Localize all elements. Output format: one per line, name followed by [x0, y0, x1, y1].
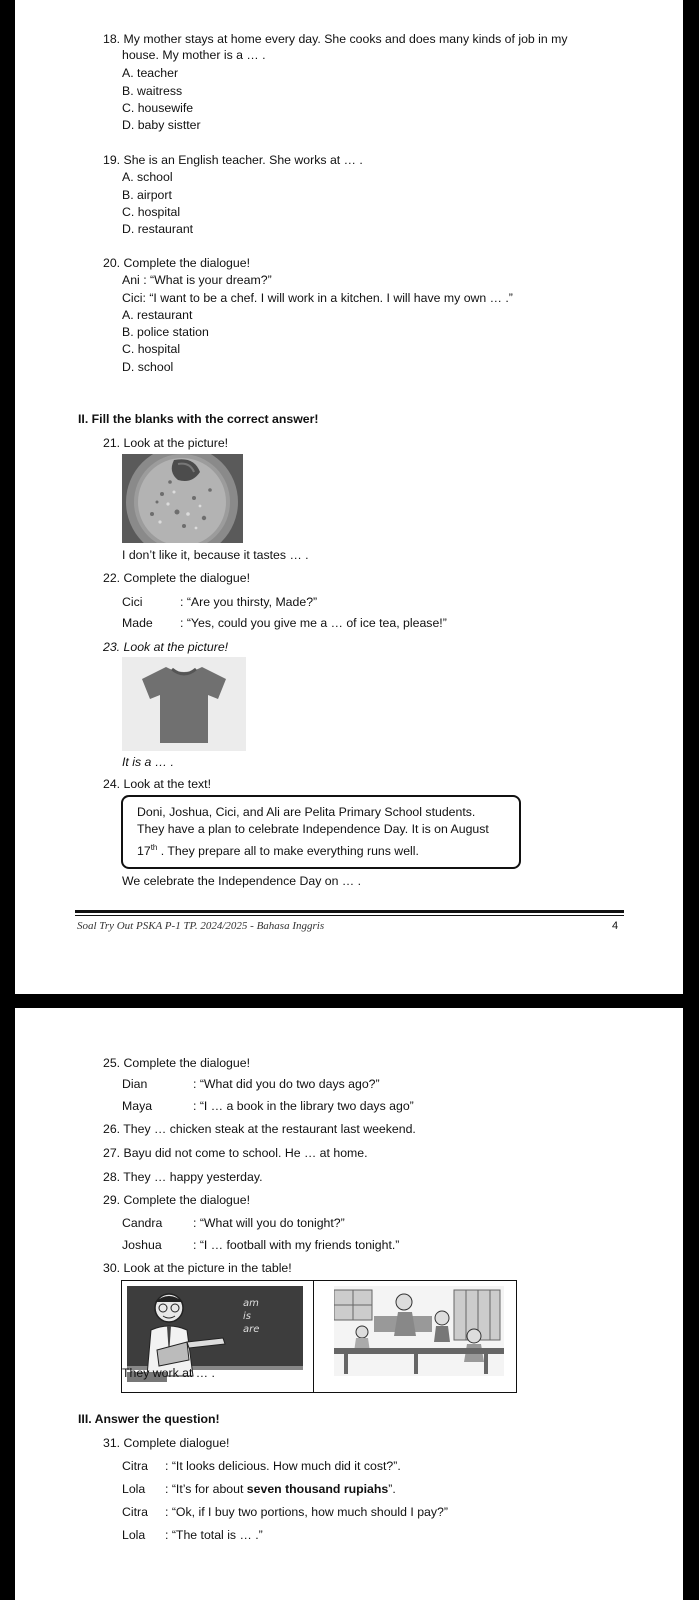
q31-stem: 31. Complete dialogue!	[103, 1436, 230, 1450]
q20-stem: 20. Complete the dialogue!	[103, 256, 250, 270]
q31-speaker2: Lola	[122, 1482, 146, 1496]
page-4	[15, 0, 683, 994]
q18-stem-line2: house. My mother is a … .	[122, 48, 266, 62]
q21-bowl-picture	[122, 454, 243, 543]
footer-rule-thick	[75, 910, 624, 913]
q22-stem: 22. Complete the dialogue!	[103, 571, 250, 585]
q19-option-d: D. restaurant	[122, 222, 194, 236]
q27: 27. Bayu did not come to school. He … at home.	[103, 1146, 368, 1160]
tshirt-image	[122, 657, 246, 751]
q18-option-a: A. teacher	[122, 66, 179, 80]
q31-line2: : “It’s for about seven thousand rupiahs”.	[165, 1482, 396, 1496]
q20-dialogue-line2: Cici: “I want to be a chef. I will work in a kitchen. I will have my own … .”	[122, 291, 513, 305]
q21-sentence: I don’t like it, because it tastes … .	[122, 548, 309, 562]
q21-stem: 21. Look at the picture!	[103, 436, 229, 450]
table-divider	[313, 1281, 314, 1392]
q25-stem: 25. Complete the dialogue!	[103, 1056, 250, 1070]
q22-speaker1: Cici	[122, 595, 143, 609]
q18-option-d: D. baby sistter	[122, 118, 201, 132]
q29-line1: : “What will you do tonight?”	[193, 1216, 345, 1230]
q29-speaker1: Candra	[122, 1216, 163, 1230]
page-5	[15, 1008, 683, 1600]
q31-line4: : “The total is … .”	[165, 1528, 263, 1542]
q23-tshirt-picture	[122, 657, 246, 751]
q19-option-a: A. school	[122, 170, 173, 184]
q24-box-line1: Doni, Joshua, Cici, and Ali are Pelita Primary School students.	[137, 805, 476, 819]
q20-dialogue-line1: Ani : “What is your dream?”	[122, 273, 272, 287]
q29-stem: 29. Complete the dialogue!	[103, 1193, 250, 1207]
q24-box-line2: They have a plan to celebrate Independence Day. It is on August	[137, 822, 489, 836]
q29-speaker2: Joshua	[122, 1238, 162, 1252]
section-3-heading: III. Answer the question!	[78, 1412, 220, 1426]
board-word-is: is	[243, 1311, 251, 1322]
footer-rule-thin	[75, 915, 624, 916]
q29-line2: : “I … football with my friends tonight.”	[193, 1238, 400, 1252]
q24-box-line3: 17th . They prepare all to make everything runs well.	[137, 843, 419, 859]
q22-speaker2: Made	[122, 616, 153, 630]
q31-line1: : “It looks delicious. How much did it cost?”.	[165, 1459, 401, 1473]
q31-speaker1: Citra	[122, 1459, 148, 1473]
q18-option-b: B. waitress	[122, 84, 183, 98]
q25-line1: : “What did you do two days ago?”	[193, 1077, 380, 1091]
q26: 26. They … chicken steak at the restaurant last weekend.	[103, 1122, 416, 1136]
board-word-am: am	[243, 1298, 259, 1309]
q25-line2: : “I … a book in the library two days ago”	[193, 1099, 414, 1113]
q25-speaker1: Dian	[122, 1077, 148, 1091]
q24-stem: 24. Look at the text!	[103, 777, 212, 791]
q20-option-b: B. police station	[122, 325, 209, 339]
q28: 28. They … happy yesterday.	[103, 1170, 263, 1184]
section-2-heading: II. Fill the blanks with the correct answer!	[78, 412, 319, 426]
q19-option-c: C. hospital	[122, 205, 181, 219]
bowl-food-image	[122, 454, 243, 543]
q18-option-c: C. housewife	[122, 101, 194, 115]
q31-speaker4: Lola	[122, 1528, 146, 1542]
q19-option-b: B. airport	[122, 188, 172, 202]
classroom-scene-image	[334, 1286, 504, 1376]
page-number: 4	[612, 920, 619, 932]
q18-stem-line1: 18. My mother stays at home every day. She cooks and does many kinds of job in my	[103, 32, 568, 46]
school-picture	[334, 1286, 504, 1376]
q23-sentence: It is a … .	[122, 755, 174, 769]
q22-line2: : “Yes, could you give me a … of ice tea, please!”	[180, 616, 447, 630]
q25-speaker2: Maya	[122, 1099, 153, 1113]
q19-stem: 19. She is an English teacher. She works at … .	[103, 153, 363, 167]
q20-option-c: C. hospital	[122, 342, 181, 356]
board-word-are: are	[243, 1324, 260, 1335]
q20-option-a: A. restaurant	[122, 308, 193, 322]
q20-option-d: D. school	[122, 360, 174, 374]
q23-stem: 23. Look at the picture!	[103, 640, 229, 654]
q30-stem: 30. Look at the picture in the table!	[103, 1261, 292, 1275]
footer-text: Soal Try Out PSKA P-1 TP. 2024/2025 - Bahasa Inggris	[77, 920, 325, 932]
q24-sentence: We celebrate the Independence Day on … .	[122, 874, 362, 888]
q31-speaker3: Citra	[122, 1505, 148, 1519]
q31-line3: : “Ok, if I buy two portions, how much should I pay?”	[165, 1505, 448, 1519]
q22-line1: : “Are you thirsty, Made?”	[180, 595, 318, 609]
q30-sentence: They work at … .	[122, 1366, 215, 1380]
